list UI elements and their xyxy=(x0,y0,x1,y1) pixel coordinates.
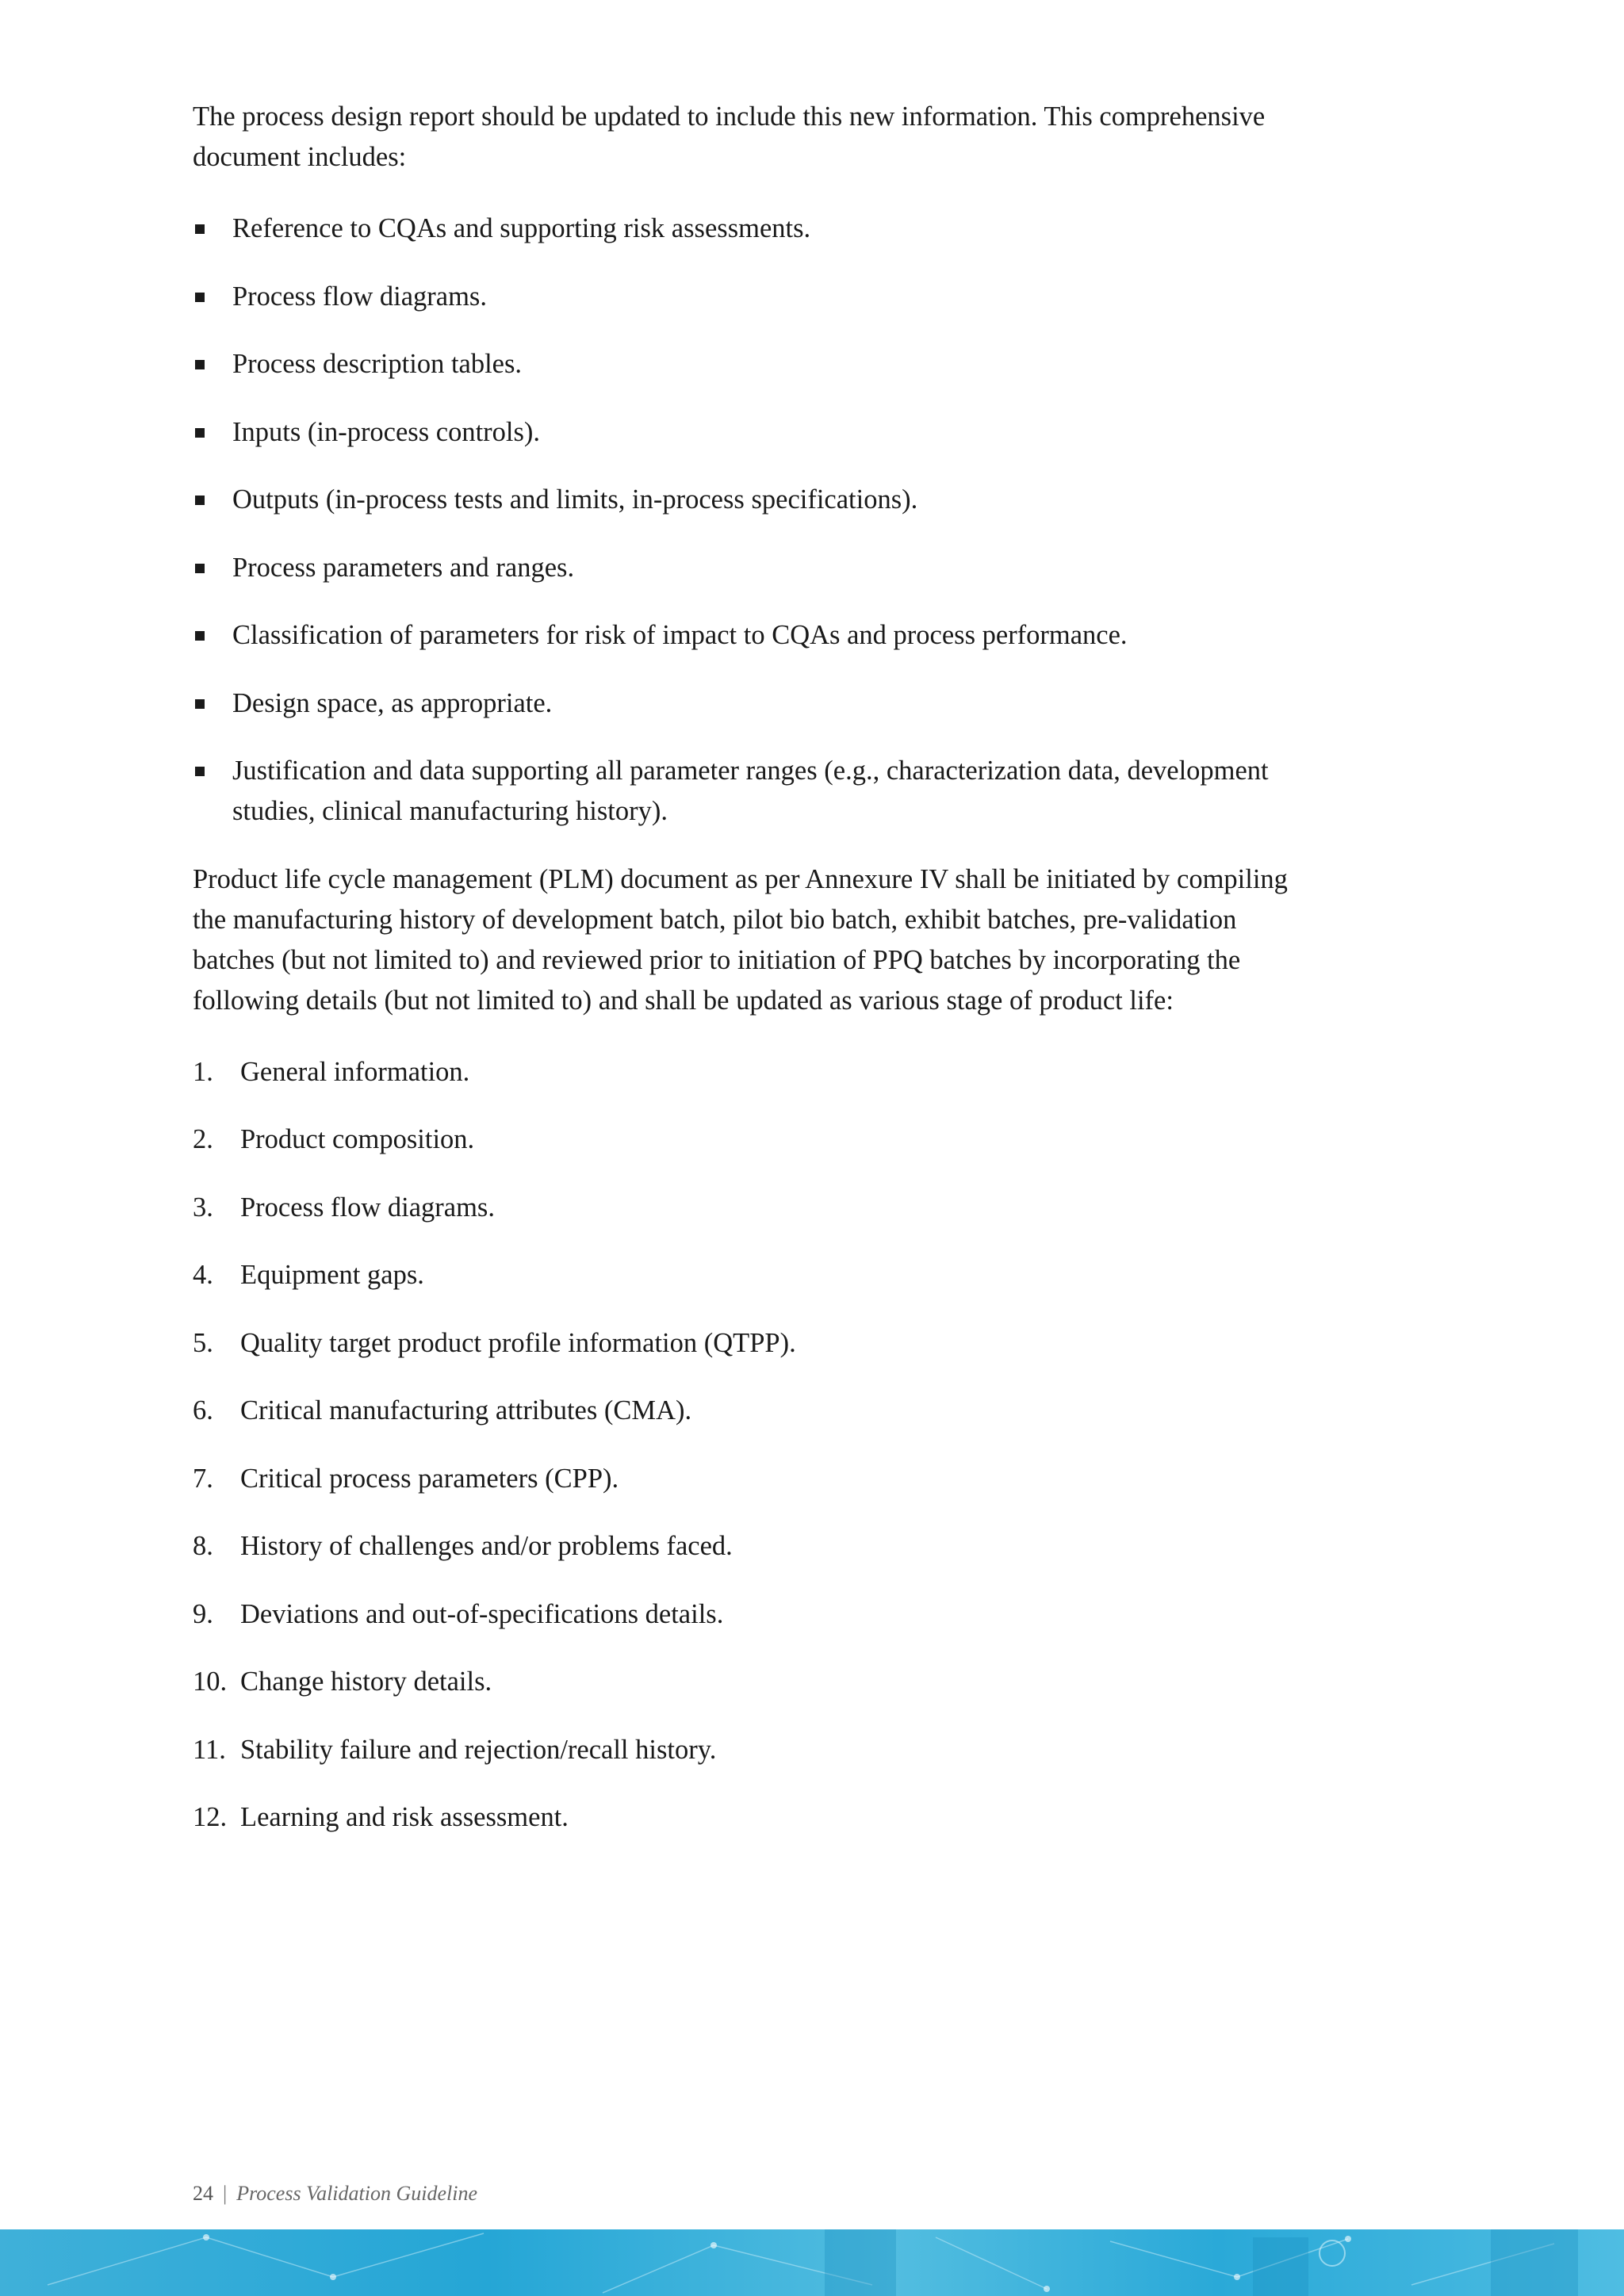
plm-paragraph: Product life cycle management (PLM) document as per Annexure IV shall be initiated by compiling the manufacturing history of development batch, pilot bio batch, exhibit batches, pre-validation batches (but not limited to) and reviewed prior to initiation of PPQ batches by incorporating the following details (but not limited to) and shall be updated as various stage of product life: xyxy=(193,863,1288,1016)
list-item-text: Critical process parameters (CPP). xyxy=(240,1463,619,1494)
list-item xyxy=(193,1526,1319,1567)
list-number: 9. xyxy=(193,1598,213,1629)
list-item-text: Equipment gaps. xyxy=(240,1260,424,1290)
square-bullet-icon xyxy=(195,631,205,641)
list-item-text: Product composition. xyxy=(240,1124,475,1154)
list-number: 10. xyxy=(193,1667,228,1697)
report-contents-list xyxy=(193,209,1319,832)
list-item-text: Process description tables. xyxy=(232,349,523,379)
list-item xyxy=(193,1188,1319,1228)
network-pattern-icon xyxy=(0,2229,1624,2296)
list-item xyxy=(193,277,1319,317)
list-item xyxy=(193,548,1319,588)
intro-paragraph: The process design report should be updated to include this new information. This comprehensive document includes: xyxy=(193,101,1266,172)
list-item-text: Process flow diagrams. xyxy=(240,1192,495,1223)
list-item-text: Outputs (in-process tests and limits, in-process specifications). xyxy=(232,484,918,515)
list-number: 1. xyxy=(193,1056,213,1087)
list-item-text: Learning and risk assessment. xyxy=(240,1802,569,1832)
list-item xyxy=(193,1391,1319,1431)
square-bullet-icon xyxy=(195,767,205,776)
list-number: 4. xyxy=(193,1260,213,1290)
footer-separator: | xyxy=(223,2182,228,2205)
list-item xyxy=(193,1662,1319,1702)
page-content xyxy=(193,97,1319,1866)
list-item-text: Inputs (in-process controls). xyxy=(232,416,541,447)
list-item xyxy=(193,1730,1319,1770)
page-footer xyxy=(193,2182,477,2206)
list-item xyxy=(193,1052,1319,1093)
list-item-text: Justification and data supporting all parameter ranges (e.g., characterization data, development studies, clinical manufacturing history). xyxy=(232,756,1269,826)
square-bullet-icon xyxy=(195,564,205,573)
list-item xyxy=(193,209,1319,249)
list-number: 6. xyxy=(193,1395,213,1425)
square-bullet-icon xyxy=(195,360,205,369)
list-item-text: History of challenges and/or problems faced. xyxy=(240,1531,733,1561)
decorative-footer-band xyxy=(0,2229,1624,2296)
list-item xyxy=(193,1119,1319,1160)
list-number: 11. xyxy=(193,1734,226,1765)
square-bullet-icon xyxy=(195,293,205,302)
list-number: 7. xyxy=(193,1463,213,1494)
list-item-text: General information. xyxy=(240,1056,470,1087)
list-item-text: Design space, as appropriate. xyxy=(232,687,553,718)
square-bullet-icon xyxy=(195,699,205,709)
list-item xyxy=(193,1594,1319,1635)
list-number: 12. xyxy=(193,1802,228,1832)
list-item xyxy=(193,480,1319,520)
list-item-text: Critical manufacturing attributes (CMA). xyxy=(240,1395,692,1425)
plm-details-list xyxy=(193,1052,1319,1839)
list-item-text: Reference to CQAs and supporting risk assessments. xyxy=(232,213,811,243)
list-item-text: Stability failure and rejection/recall history. xyxy=(240,1734,717,1765)
list-number: 8. xyxy=(193,1531,213,1561)
list-item xyxy=(193,1797,1319,1838)
list-item xyxy=(193,344,1319,385)
list-item-text: Process parameters and ranges. xyxy=(232,552,575,583)
list-item-text: Quality target product profile information (QTPP). xyxy=(240,1327,796,1358)
square-bullet-icon xyxy=(195,496,205,505)
list-item-text: Classification of parameters for risk of impact to CQAs and process performance. xyxy=(232,620,1128,650)
list-item xyxy=(193,1459,1319,1499)
list-item xyxy=(193,751,1319,832)
square-bullet-icon xyxy=(195,428,205,438)
list-item xyxy=(193,683,1319,724)
list-item-text: Process flow diagrams. xyxy=(232,281,487,312)
list-number: 5. xyxy=(193,1327,213,1358)
list-item-text: Deviations and out-of-specifications details. xyxy=(240,1598,724,1629)
list-number: 3. xyxy=(193,1192,213,1223)
list-item xyxy=(193,1323,1319,1364)
list-item-text: Change history details. xyxy=(240,1667,492,1697)
page-number: 24 xyxy=(193,2182,213,2205)
square-bullet-icon xyxy=(195,224,205,234)
list-item xyxy=(193,1255,1319,1295)
list-number: 2. xyxy=(193,1124,213,1154)
list-item xyxy=(193,412,1319,453)
list-item xyxy=(193,615,1319,656)
footer-document-title: Process Validation Guideline xyxy=(236,2182,477,2205)
